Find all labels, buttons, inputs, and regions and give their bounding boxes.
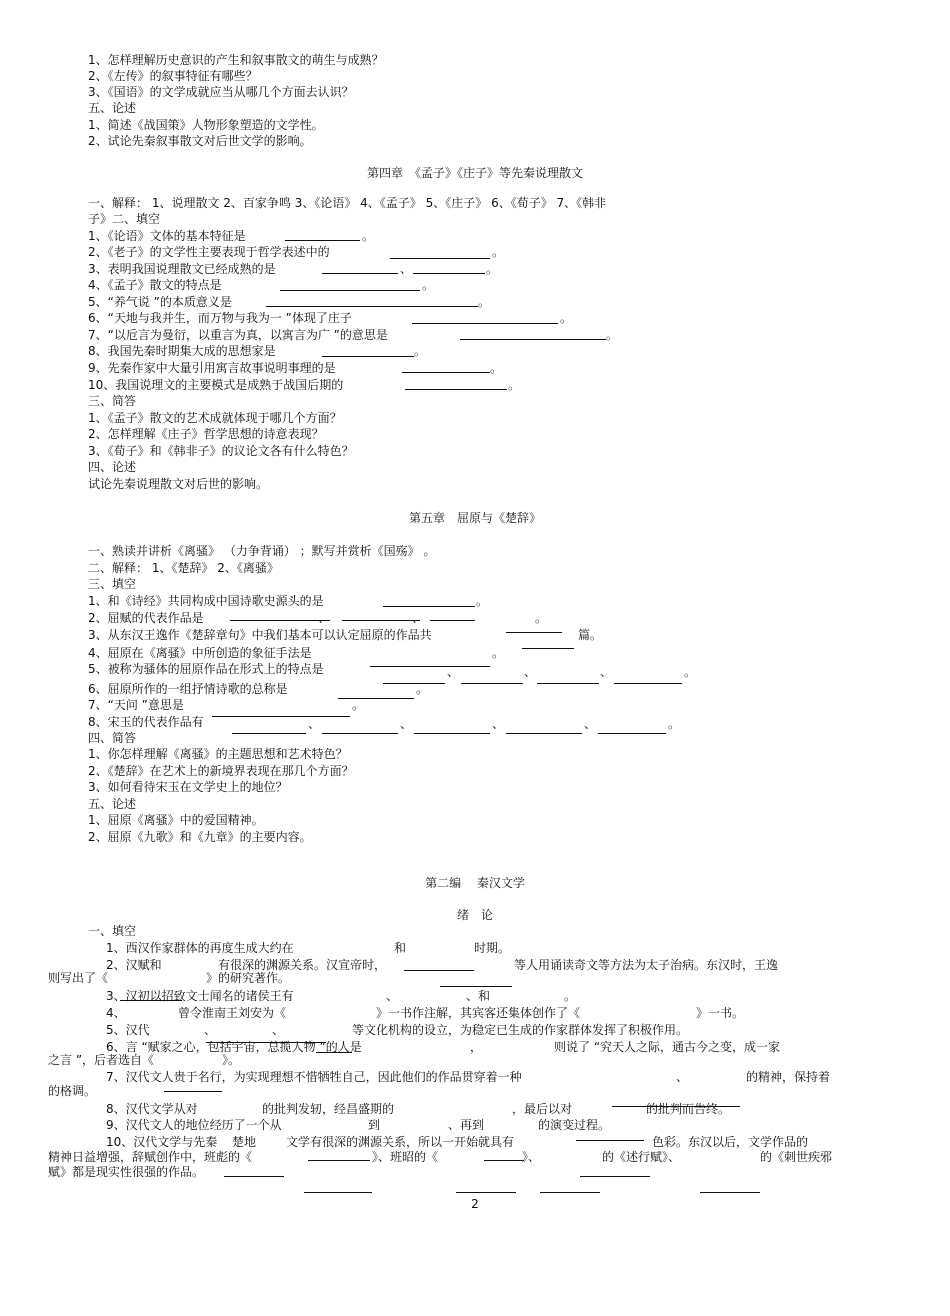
answer-blank[interactable] — [212, 716, 350, 717]
answer-blank[interactable] — [413, 273, 485, 274]
answer-blank[interactable] — [322, 733, 398, 734]
answer-blank[interactable] — [461, 683, 523, 684]
question-line: 3、《国语》的文学成就应当从哪几个方面去认识？ — [88, 85, 354, 99]
question-line: 2、《楚辞》在艺术上的新境界表现在那几个方面？ — [88, 764, 354, 778]
document-page: 1、怎样理解历史意识的产生和叙事散文的萌生与成熟？ 2、《左传》的叙事特征有哪些？ 3、《国语》的文学成就应当从哪几个方面去认识？ 五、论述 1、简述《战国策》人物形象塑造的文学性。 2、试论先秦叙事散文对后世文学的影响。 第四章 《孟子》《庄子》等先秦说理散文 一、解释： 1、说理散文 2、百家争鸣 3、《论语》 4、《孟子》 5、《庄子》 6、《荀子》 7、《韩非 子》二、填空 1、《论语》文体的基本特征是 。 2、《老子》的文学性主要表现于哲学表述中的 。 3、表明我国说理散文已经成熟的是 、 。 4、《孟子》散文的特点是 。 5、“养气说 ”的本质意义是 。 6、“天地与我并生，而万物与我为一 ”体现了庄子 。 7、“以卮言为曼衍，以重言为真，以寓言为广 ”的意思是 。 8、我国先秦时期集大成的思想家是 。 9、先秦作家中大量引用寓言故事说明事理的是 。 10、我国说理文的主要模式是成熟于战国后期的 。 三、简答 1、《孟子》散文的艺术成就体现于哪几个方面？ 2、怎样理解《庄子》哲学思想的诗意表现？ 3、《荀子》和《韩非子》的议论文各有什么特色？ 四、论述 试论先秦说理散文对后世的影响。 第五章 屈原与《楚辞》 一、熟读并讲析《离骚》 （力争背诵） ；默写并赏析《国殇》 。 二、解释： 1、《楚辞》 2、《离骚》 三、填空 1、和《诗经》共同构成中国诗歌史源头的是 。 2、屈赋的代表作品是 、 、 。 3、从东汉王逸作《楚辞章句》中我们基本可以认定屈原的作品共 篇。 4、屈原在《离骚》中所创造的象征手法是 。 5、被称为骚体的屈原作品在形式上的特点是 、 、 、 。 6、屈原所作的一组抒情诗歌的总称是 。 7、“天问 ”意思是 。 8、宋玉的代表作品有 、 、 、 、 。 四、简答 1、你怎样理解《离骚》的主题思想和艺术特色？ 2、《楚辞》在艺术上的新境界表现在那几个方面？ 3、如何看待宋玉在文学史上的地位？ 五、论述 1、屈原《离骚》中的爱国精神。 2、屈原《九歌》和《九章》的主要内容。 第二编 秦汉文学 绪 论 一、填空 1、西汉作家群体的再度生成大约在 和 时期。 2、汉赋和 有很深的渊源关系。汉宣帝时， 等人用诵读奇文等方法为太子治病。东汉时，王逸 则写出了《 》的研究著作。 3、汉初以招致文士闻名的诸侯王有 、 、和 。 4、 曾令淮南王刘安为《 》一书作注解，其宾客还集体创作了《 》一书。 5、汉代 、 、 等文化机构的设立，为稳定已生成的作家群体发挥了积极作用。 6、言 “赋家之心，包括宇宙，总揽人物 ”的人是 ， 则说了 “究天人之际，通古今之变，成一家 之言 ”，后者选自《 》。 7、汉代文人贵于名行，为实现理想不惜牺牲自己，因此他们的作品贯穿着一种 、 的精神，保持着 的格调。 8、汉代文学从对 的批判发轫，经昌盛期的 ，最后以对 的批判而告终。 9、汉代文人的地位经历了一个从 到 、再到 的演变过程。 10、汉代文学与先秦 楚地 文学有很深的渊源关系，所以一开始就具有 色彩。东汉以后，文学作品的 精神日益增强，辞赋创作中，班彪的《 》、班昭的《 》、 的《述行赋》、 的《刺世疾邪 赋》都是现实性很强的作品。 2 — [0, 0, 950, 1316]
question-line: 3、如何看待宋玉在文学史上的地位？ — [88, 780, 288, 794]
page-number: 2 — [471, 1197, 479, 1211]
answer-blank[interactable] — [430, 620, 475, 621]
question-line: 1、怎样理解历史意识的产生和叙事散文的萌生与成熟？ — [88, 53, 384, 67]
answer-blank[interactable] — [460, 339, 606, 340]
question-line: 1、屈原《离骚》中的爱国精神。 — [88, 813, 264, 827]
part-title: 第二编 秦汉文学 — [425, 876, 525, 890]
question-line: 2、《左传》的叙事特征有哪些？ — [88, 69, 258, 83]
answer-blank[interactable] — [266, 306, 478, 307]
answer-blank[interactable] — [414, 733, 490, 734]
fill-blank-line: 8、宋玉的代表作品有 — [88, 715, 204, 729]
answer-blank[interactable] — [383, 683, 445, 684]
answer-blank[interactable] — [412, 323, 558, 324]
fill-blank-line: 1、和《诗经》共同构成中国诗歌史源头的是 — [88, 594, 324, 608]
answer-blank[interactable] — [598, 733, 666, 734]
answer-blank[interactable] — [342, 620, 420, 621]
section-heading: 五、论述 — [88, 797, 137, 811]
answer-blank[interactable] — [285, 240, 360, 241]
fill-blank-line: 6、“天地与我并生，而万物与我为一 ”体现了庄子 — [88, 311, 352, 325]
answer-blank[interactable] — [304, 1192, 372, 1193]
fill-blank-line: 10、我国说理文的主要模式是成熟于战国后期的 — [88, 378, 344, 392]
question-line: 3、《荀子》和《韩非子》的议论文各有什么特色？ — [88, 444, 354, 458]
fill-blank-line: 9、汉代文人的地位经历了一个从 — [106, 1118, 282, 1132]
section-subtitle: 绪 论 — [456, 908, 493, 922]
answer-blank[interactable] — [206, 1042, 326, 1043]
answer-blank[interactable] — [614, 683, 682, 684]
fill-blank-line: 5、汉代 — [106, 1023, 150, 1037]
answer-blank[interactable] — [230, 620, 330, 621]
fill-blank-line: 7、“以卮言为曼衍，以重言为真，以寓言为广 ”的意思是 — [88, 328, 388, 342]
question-line: 2、怎样理解《庄子》哲学思想的诗意表现？ — [88, 427, 324, 441]
answer-blank[interactable] — [456, 1192, 516, 1193]
question-line: 1、简述《战国策》人物形象塑造的文学性。 — [88, 118, 324, 132]
fill-blank-line: 3、从东汉王逸作《楚辞章句》中我们基本可以认定屈原的作品共 — [88, 628, 432, 642]
section-heading: 三、简答 — [88, 394, 137, 408]
fill-blank-line: 1、《论语》文体的基本特征是 — [88, 229, 246, 243]
section-heading: 四、论述 — [88, 460, 137, 474]
answer-blank[interactable] — [164, 1091, 222, 1092]
answer-blank[interactable] — [440, 986, 512, 987]
section-heading: 四、简答 — [88, 731, 137, 745]
section-heading: 三、填空 — [88, 577, 137, 591]
answer-blank[interactable] — [232, 733, 306, 734]
answer-blank[interactable] — [316, 1052, 352, 1053]
fill-blank-line: 3、汉初以招致文士闻名的诸侯王有 — [106, 989, 294, 1003]
answer-blank[interactable] — [338, 698, 414, 699]
fill-blank-line: 4、屈原在《离骚》中所创造的象征手法是 — [88, 646, 312, 660]
answer-blank[interactable] — [404, 970, 474, 971]
fill-blank-line: 5、被称为骚体的屈原作品在形式上的特点是 — [88, 662, 324, 676]
answer-blank[interactable] — [120, 1000, 182, 1001]
question-line: 子》二、填空 — [88, 212, 161, 226]
fill-blank-line: 1、西汉作家群体的再度生成大约在 — [106, 941, 294, 955]
fill-blank-line: 7、“天问 ”意思是 — [88, 698, 184, 712]
answer-blank[interactable] — [405, 389, 507, 390]
question-line: 一、熟读并讲析《离骚》 （力争背诵） ；默写并赏析《国殇》 。 — [88, 544, 436, 558]
question-line: 一、解释： 1、说理散文 2、百家争鸣 3、《论语》 4、《孟子》 5、《庄子》 6、《荀子》 7、《韩非 — [88, 196, 607, 210]
question-line: 二、解释： 1、《楚辞》 2、《离骚》 — [88, 561, 279, 575]
question-line: 1、《孟子》散文的艺术成就体现于哪几个方面？ — [88, 411, 342, 425]
fill-blank-line: 2、汉赋和 — [106, 958, 162, 972]
fill-blank-line: 4、《孟子》散文的特点是 — [88, 278, 222, 292]
chapter-title: 第四章 《孟子》《庄子》等先秦说理散文 — [366, 166, 583, 180]
answer-blank[interactable] — [506, 733, 582, 734]
question-line: 2、屈原《九歌》和《九章》的主要内容。 — [88, 830, 312, 844]
fill-blank-line: 6、言 “赋家之心，包括宇宙，总揽人物 ”的人是 — [106, 1040, 362, 1054]
answer-blank[interactable] — [383, 606, 475, 607]
section-heading: 五、论述 — [88, 101, 137, 115]
question-line: 2、试论先秦叙事散文对后世文学的影响。 — [88, 134, 312, 148]
answer-blank[interactable] — [540, 1192, 600, 1193]
answer-blank[interactable] — [280, 290, 420, 291]
section-heading: 一、填空 — [88, 924, 137, 938]
answer-blank[interactable] — [322, 273, 398, 274]
fill-blank-line: 3、表明我国说理散文已经成熟的是 — [88, 262, 276, 276]
fill-blank-line: 8、汉代文学从对 — [106, 1102, 198, 1116]
answer-blank[interactable] — [700, 1192, 760, 1193]
fill-blank-line: 10、汉代文学与先秦 — [106, 1135, 218, 1149]
fill-blank-line: 4、 — [106, 1006, 126, 1020]
question-line: 1、你怎样理解《离骚》的主题思想和艺术特色？ — [88, 747, 348, 761]
answer-blank[interactable] — [402, 372, 490, 373]
answer-blank[interactable] — [224, 1176, 284, 1177]
fill-blank-line: 5、“养气说 ”的本质意义是 — [88, 295, 232, 309]
answer-blank[interactable] — [576, 1140, 644, 1141]
question-line: 试论先秦说理散文对后世的影响。 — [88, 477, 269, 491]
answer-blank[interactable] — [580, 1176, 650, 1177]
fill-blank-line: 2、屈赋的代表作品是 — [88, 611, 204, 625]
answer-blank[interactable] — [390, 258, 490, 259]
fill-blank-line: 2、《老子》的文学性主要表现于哲学表述中的 — [88, 245, 330, 259]
answer-blank[interactable] — [506, 632, 562, 633]
answer-blank[interactable] — [370, 666, 490, 667]
answer-blank[interactable] — [537, 683, 599, 684]
answer-blank[interactable] — [322, 356, 414, 357]
chapter-title: 第五章 屈原与《楚辞》 — [408, 511, 541, 525]
fill-blank-line: 6、屈原所作的一组抒情诗歌的总称是 — [88, 682, 288, 696]
fill-blank-line: 9、先秦作家中大量引用寓言故事说明事理的是 — [88, 361, 336, 375]
fill-blank-line: 8、我国先秦时期集大成的思想家是 — [88, 344, 276, 358]
answer-blank[interactable] — [308, 1160, 370, 1161]
answer-blank[interactable] — [484, 1160, 524, 1161]
fill-blank-line: 7、汉代文人贵于名行，为实现理想不惜牺牲自己，因此他们的作品贯穿着一种 — [106, 1070, 522, 1084]
answer-blank[interactable] — [522, 648, 574, 649]
